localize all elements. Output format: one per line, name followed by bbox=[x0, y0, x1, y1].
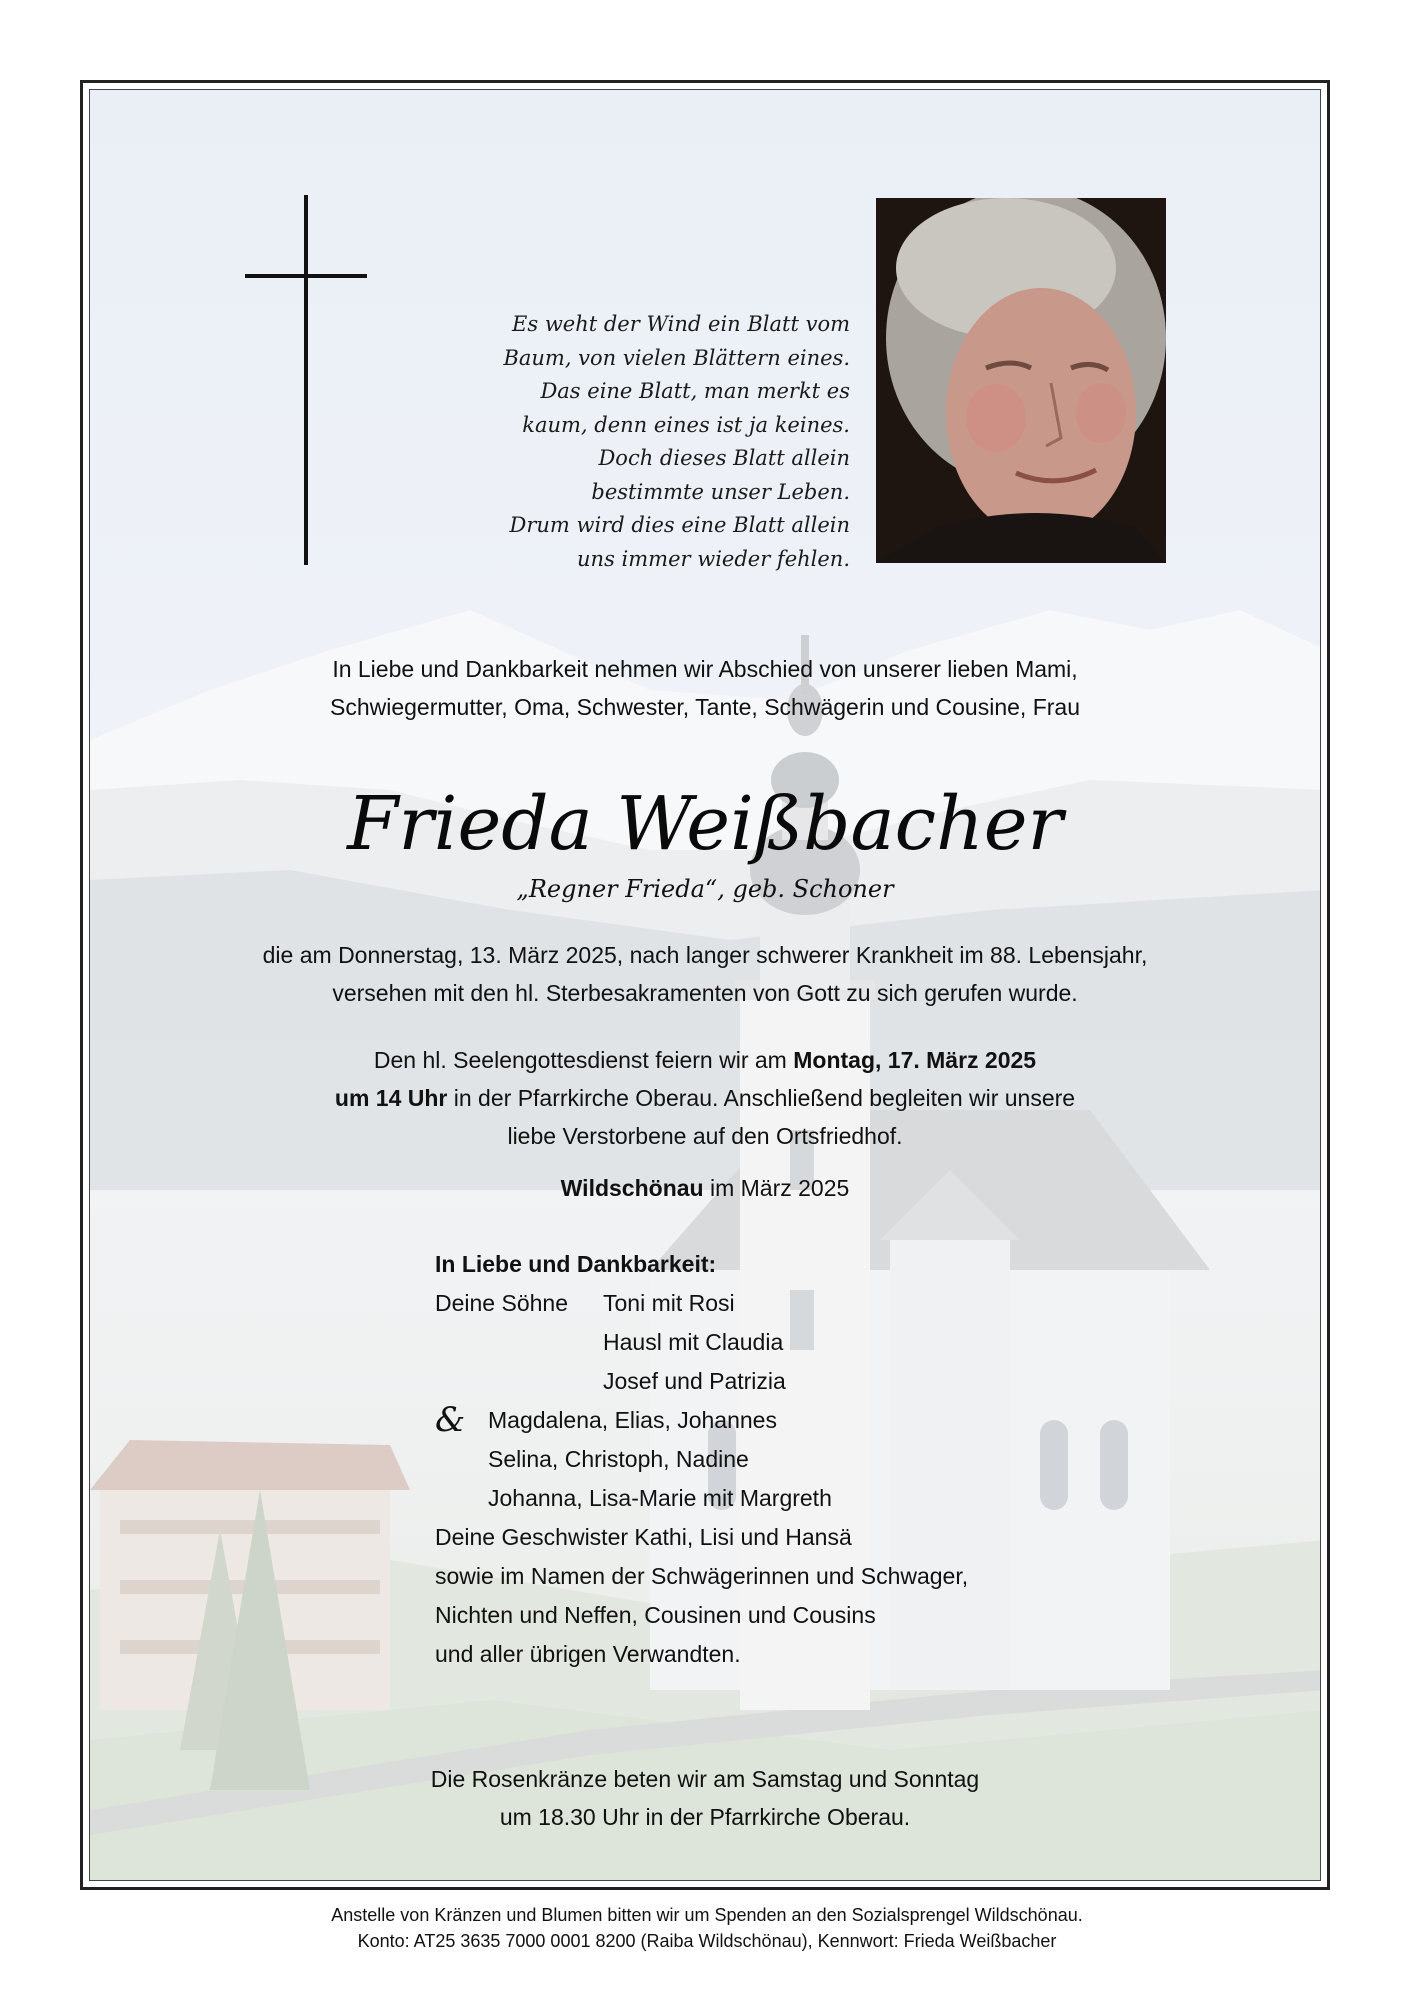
service-line bbox=[90, 1041, 1320, 1079]
service-date: Montag, 17. März 2025 bbox=[793, 1047, 1037, 1073]
grandchildren-block bbox=[435, 1401, 1135, 1518]
death-line: die am Donnerstag, 13. März 2025, nach langer schwerer Krankheit im 88. Lebensjahr, bbox=[262, 942, 1148, 968]
death-line: versehen mit den hl. Sterbesakramenten von Gott zu sich gerufen wurde. bbox=[332, 980, 1078, 1006]
sons-row bbox=[435, 1284, 1135, 1401]
portrait-photo bbox=[876, 198, 1166, 563]
son-entry: Hausl mit Claudia bbox=[603, 1329, 784, 1355]
deceased-alias: „Regner Frieda“, geb. Schoner bbox=[516, 875, 894, 903]
others-entry: Nichten und Neffen, Cousinen und Cousins bbox=[435, 1602, 876, 1628]
poem-line: Baum, von vielen Blättern eines. bbox=[503, 345, 850, 370]
service-line: liebe Verstorbene auf den Ortsfriedhof. bbox=[507, 1123, 903, 1149]
card-frame bbox=[80, 80, 1330, 1890]
intro-line: Schwiegermutter, Oma, Schwester, Tante, Schwägerin und Cousine, Frau bbox=[329, 694, 1080, 720]
deceased-name: Frieda Weißbacher bbox=[347, 781, 1063, 867]
place-name: Wildschönau bbox=[560, 1175, 704, 1201]
footer-line: Anstelle von Kränzen und Blumen bitten wir um Spenden an den Sozialsprengel Wildschönau. bbox=[331, 1905, 1083, 1925]
service-time: um 14 Uhr bbox=[334, 1085, 448, 1111]
others-entry: sowie im Namen der Schwägerinnen und Schwager, bbox=[435, 1563, 969, 1589]
son-entry: Toni mit Rosi bbox=[603, 1290, 735, 1316]
poem-line: Doch dieses Blatt allein bbox=[598, 446, 850, 470]
poem-line: kaum, denn eines ist ja keines. bbox=[522, 412, 850, 437]
poem-line: Das eine Blatt, man merkt es bbox=[540, 379, 850, 403]
poem-line: bestimmte unser Leben. bbox=[591, 479, 850, 504]
cross-icon-bar bbox=[245, 274, 367, 278]
others-entry: und aller übrigen Verwandten. bbox=[435, 1641, 741, 1667]
service-line bbox=[90, 1079, 1320, 1117]
card-inner bbox=[89, 89, 1321, 1881]
son-entry: Josef und Patrizia bbox=[603, 1368, 786, 1394]
service-text: Den hl. Seelengottesdienst feiern wir am bbox=[373, 1047, 794, 1073]
rosary-line: Die Rosenkränze beten wir am Samstag und Sonntag bbox=[430, 1766, 980, 1792]
intro-line: In Liebe und Dankbarkeit nehmen wir Abschied von unserer lieben Mami, bbox=[332, 656, 1078, 682]
mourners-list bbox=[435, 1245, 1135, 1674]
grandchildren-entry: Johanna, Lisa-Marie mit Margreth bbox=[488, 1485, 832, 1511]
mourners-heading: In Liebe und Dankbarkeit: bbox=[435, 1251, 717, 1277]
siblings-entry: Deine Geschwister Kathi, Lisi und Hansä bbox=[435, 1524, 852, 1550]
place-date bbox=[90, 1175, 1320, 1202]
funeral-service bbox=[90, 1041, 1320, 1155]
intro-text bbox=[90, 650, 1320, 726]
place-date-text: im März 2025 bbox=[703, 1175, 850, 1201]
grandchildren-entry: Magdalena, Elias, Johannes bbox=[488, 1407, 777, 1433]
grandchildren-entry: Selina, Christoph, Nadine bbox=[488, 1446, 749, 1472]
cross-icon bbox=[304, 195, 308, 565]
ampersand-icon: & bbox=[435, 1400, 466, 1440]
rosary-notice bbox=[90, 1760, 1320, 1836]
footer-line: Konto: AT25 3635 7000 0001 8200 (Raiba Wildschönau), Kennwort: Frieda Weißbacher bbox=[357, 1931, 1057, 1951]
poem-line: Es weht der Wind ein Blatt vom bbox=[512, 312, 850, 336]
poem bbox=[430, 308, 850, 576]
service-text: in der Pfarrkirche Oberau. Anschließend begleiten wir unsere bbox=[447, 1085, 1076, 1111]
donation-footer bbox=[0, 1902, 1414, 1954]
rosary-line: um 18.30 Uhr in der Pfarrkirche Oberau. bbox=[499, 1804, 911, 1830]
poem-line: Drum wird dies eine Blatt allein bbox=[509, 513, 850, 537]
sons-label: Deine Söhne bbox=[435, 1290, 568, 1316]
poem-line: uns immer wieder fehlen. bbox=[577, 546, 850, 571]
death-notice bbox=[90, 936, 1320, 1012]
